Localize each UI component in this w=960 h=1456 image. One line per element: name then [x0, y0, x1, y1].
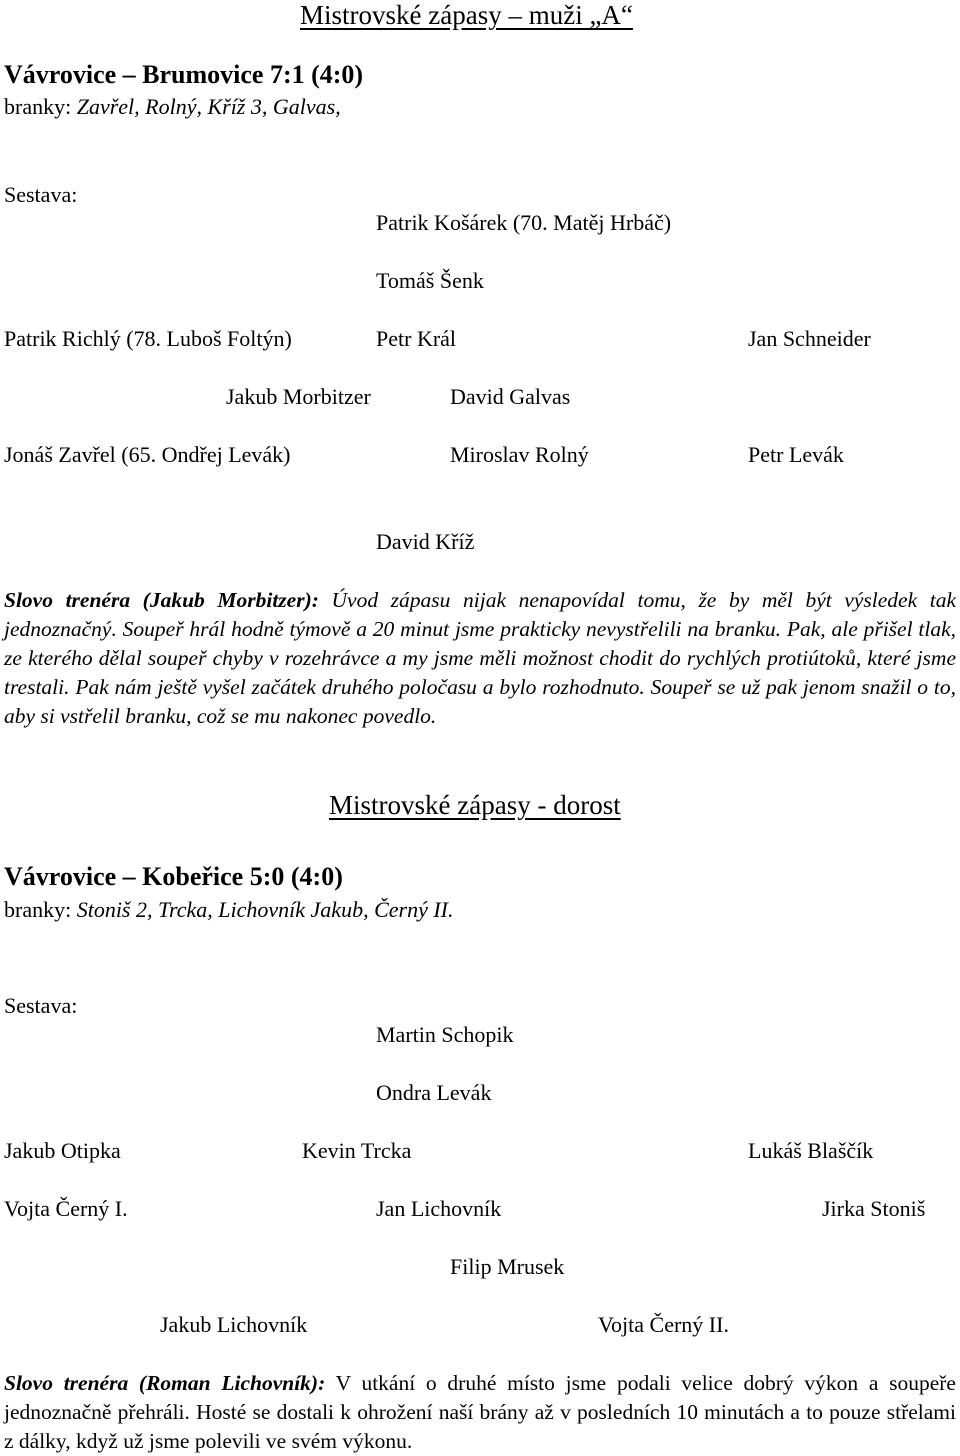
lineup-label-a: Sestava:: [4, 182, 78, 207]
lineup-a-row2-center: Tomáš Šenk: [376, 268, 484, 293]
lineup-b-row3-left: Jakub Otipka: [4, 1138, 121, 1163]
coach-label-a: Slovo trenéra (Jakub Morbitzer):: [4, 588, 319, 612]
scorers-b: [4, 897, 454, 923]
scorers-names: Stoniš 2, Trcka, Lichovník Jakub, Černý II.: [76, 897, 454, 922]
section-b-heading: Mistrovské zápasy - dorost: [329, 790, 621, 820]
lineup-a-row5-right: Petr Levák: [748, 442, 844, 467]
coach-text-b: V utkání o druhé místo jsme podali velice dobrý výkon a soupeře jednoznačně přehráli. Hosté se dostali k ohrožení naší brány až v posledních 10 minutách a to pouze střelami z dálky, když už jsme polevili ve svém výkonu.: [4, 1371, 956, 1453]
lineup-a-row4-right: David Galvas: [450, 384, 571, 409]
lineup-b-row4-left: Vojta Černý I.: [4, 1196, 128, 1221]
scorers-names: Zavřel, Rolný, Kříž 3, Galvas,: [76, 94, 341, 119]
section-a-heading: Mistrovské zápasy – muži „A“: [300, 0, 633, 30]
lineup-label-b: Sestava:: [4, 993, 78, 1018]
lineup-a-row6-center: David Kříž: [376, 529, 475, 554]
lineup-a-row3-right: Jan Schneider: [748, 326, 871, 351]
coach-label-b: Slovo trenéra (Roman Lichovník):: [4, 1371, 326, 1395]
scorers-label: branky:: [4, 897, 72, 922]
coach-comment-a: [4, 586, 956, 731]
match-title-a: Vávrovice – Brumovice 7:1 (4:0): [4, 60, 364, 89]
scorers-a: [4, 94, 341, 120]
lineup-a-row3-center: Petr Král: [376, 326, 457, 351]
lineup-a-row5-left: Jonáš Zavřel (65. Ondřej Levák): [4, 442, 291, 467]
match-title-b: Vávrovice – Kobeřice 5:0 (4:0): [4, 862, 343, 891]
lineup-b-row6-right: Vojta Černý II.: [598, 1312, 729, 1337]
coach-comment-b: [4, 1369, 956, 1456]
lineup-b-row6-left: Jakub Lichovník: [160, 1312, 308, 1337]
scorers-label: branky:: [4, 94, 72, 119]
lineup-a-goalkeeper: Patrik Košárek (70. Matěj Hrbáč): [376, 210, 672, 235]
lineup-b-row4-right: Jirka Stoniš: [822, 1196, 926, 1221]
lineup-b-row3-right: Lukáš Blaščík: [748, 1138, 874, 1163]
lineup-b-row3-center: Kevin Trcka: [302, 1138, 412, 1163]
lineup-a-row4-left: Jakub Morbitzer: [226, 384, 371, 409]
lineup-b-goalkeeper: Martin Schopik: [376, 1022, 514, 1047]
lineup-b-row5-center: Filip Mrusek: [450, 1254, 565, 1279]
coach-text-a: Úvod zápasu nijak nenapovídal tomu, že by měl být výsledek tak jednoznačný. Soupeř hrál hodně týmově a 20 minut jsme prakticky nevystřelili na branku. Pak, ale přišel tlak, ze kterého dělal soupeř chyby v rozehrávce a my jsme měli možnost chodit do rychlých protiútoků, které jsme trestali. Pak nám ještě vyšel začátek druhého poločasu a bylo rozhodnuto. Soupeř se už pak jenom snažil o to, aby si vstřelil branku, což se mu nakonec povedlo.: [4, 588, 957, 728]
lineup-b-row2-center: Ondra Levák: [376, 1080, 492, 1105]
lineup-a-row5-center: Miroslav Rolný: [450, 442, 589, 467]
lineup-b-row4-center: Jan Lichovník: [376, 1196, 502, 1221]
lineup-a-row3-left: Patrik Richlý (78. Luboš Foltýn): [4, 326, 292, 351]
